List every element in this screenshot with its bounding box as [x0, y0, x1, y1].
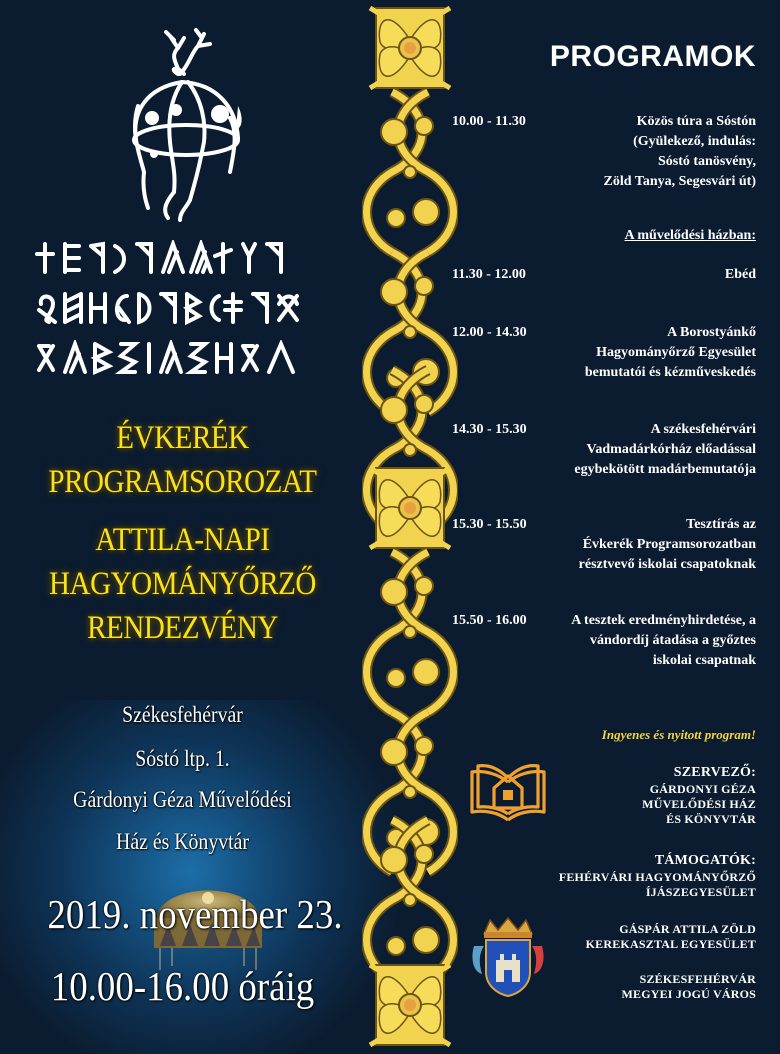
- program-time: 15.50 - 16.00: [452, 613, 527, 628]
- organizer-line: GÁRDONYI GÉZA: [649, 782, 756, 796]
- supporter-block-3: [621, 972, 756, 1002]
- program-desc-line: bemutatói és kézműveskedés: [584, 365, 756, 380]
- event-hours: 10.00-16.00 óráig: [50, 963, 315, 1009]
- program-desc-line: (Gyülekező, indulás:: [633, 134, 756, 149]
- supporter-block-2: [586, 922, 756, 952]
- section-heading-cultural-center: A művelődési házban:: [624, 228, 756, 243]
- title-line-1: ÉVKERÉK: [116, 420, 249, 456]
- organizer-block: [642, 764, 756, 827]
- book-house-logo-icon: [468, 758, 548, 828]
- supporter-line: SZÉKESFEHÉRVÁR: [639, 972, 756, 986]
- event-date: 2019. november 23.: [47, 891, 343, 937]
- title-line-5: RENDEZVÉNY: [87, 610, 278, 646]
- program-description: [521, 112, 756, 192]
- runic-line-3-icon: [35, 340, 335, 376]
- program-time: 10.00 - 11.30: [452, 114, 526, 129]
- programs-title: PROGRAMOK: [549, 40, 756, 73]
- supporter-line: GÁSPÁR ATTILA ZÖLD: [619, 922, 756, 936]
- program-desc-line: Sóstó tanösvény,: [657, 154, 756, 169]
- organizer-line: MŰVELŐDÉSI HÁZ: [642, 797, 756, 811]
- program-description: [521, 515, 756, 575]
- antlered-crown-emblem-icon: [118, 22, 253, 222]
- runic-line-1-icon: [35, 240, 335, 276]
- program-desc-line: Évkerék Programsorozatban: [582, 537, 756, 552]
- program-desc-line: A tesztek eredményhirdetése, a: [571, 613, 756, 628]
- program-time: 15.30 - 15.50: [452, 517, 527, 532]
- program-desc-line: egybekötött madárbemutatója: [574, 462, 756, 477]
- program-description: [521, 265, 756, 285]
- supporters-block: [559, 852, 756, 900]
- program-desc-line: iskolai csapatnak: [652, 653, 756, 668]
- venue-name-line-1: Gárdonyi Géza Művelődési: [73, 787, 292, 812]
- program-time: 14.30 - 15.30: [452, 422, 527, 437]
- gold-floral-ornament-icon: [362, 0, 458, 1054]
- title-line-4: HAGYOMÁNYŐRZŐ: [49, 566, 316, 602]
- left-panel: [0, 0, 365, 1054]
- program-desc-line: Vadmadárkórház előadással: [586, 442, 756, 457]
- venue-name-line-2: Ház és Könyvtár: [116, 829, 249, 854]
- program-desc-line: résztvevő iskolai csapatoknak: [578, 557, 756, 572]
- title-line-2: PROGRAMSOROZAT: [48, 464, 317, 500]
- supporter-line: MEGYEI JOGÚ VÁROS: [621, 987, 756, 1001]
- free-program-note: Ingyenes és nyitott program!: [601, 727, 756, 742]
- runic-text-block: [20, 240, 350, 376]
- program-desc-line: vándordíj átadása a győztes: [589, 633, 756, 648]
- program-desc-line: Hagyományőrző Egyesület: [596, 345, 756, 360]
- organizer-heading: SZERVEZŐ:: [673, 765, 756, 780]
- city-coat-of-arms-icon: [470, 916, 546, 998]
- program-time: 12.00 - 14.30: [452, 325, 527, 340]
- program-time: 11.30 - 12.00: [452, 267, 526, 282]
- supporter-line: FEHÉRVÁRI HAGYOMÁNYŐRZŐ: [558, 870, 756, 884]
- runic-line-2-icon: [35, 290, 335, 326]
- venue-address: Sóstó ltp. 1.: [135, 746, 230, 771]
- program-desc-line: A Borostyánkő: [667, 325, 756, 340]
- program-desc-line: Zöld Tanya, Segesvári út): [603, 174, 756, 189]
- program-desc-line: A székesfehérvári: [650, 422, 756, 437]
- programs-panel: [450, 0, 780, 1054]
- program-desc-line: Ebéd: [724, 267, 756, 282]
- title-line-3: ATTILA-NAPI: [95, 522, 270, 558]
- organizer-line: ÉS KÖNYVTÁR: [666, 812, 756, 826]
- program-description: [521, 323, 756, 383]
- program-description: [521, 611, 756, 671]
- supporter-line: ÍJÁSZEGYESÜLET: [645, 885, 756, 899]
- program-description: [521, 420, 756, 480]
- supporters-heading: TÁMOGATÓK:: [654, 853, 756, 868]
- program-desc-line: Tesztírás az: [686, 517, 756, 532]
- supporter-line: KEREKASZTAL EGYESÜLET: [585, 937, 756, 951]
- venue-city: Székesfehérvár: [122, 702, 243, 727]
- program-desc-line: Közös túra a Sóstón: [636, 114, 756, 129]
